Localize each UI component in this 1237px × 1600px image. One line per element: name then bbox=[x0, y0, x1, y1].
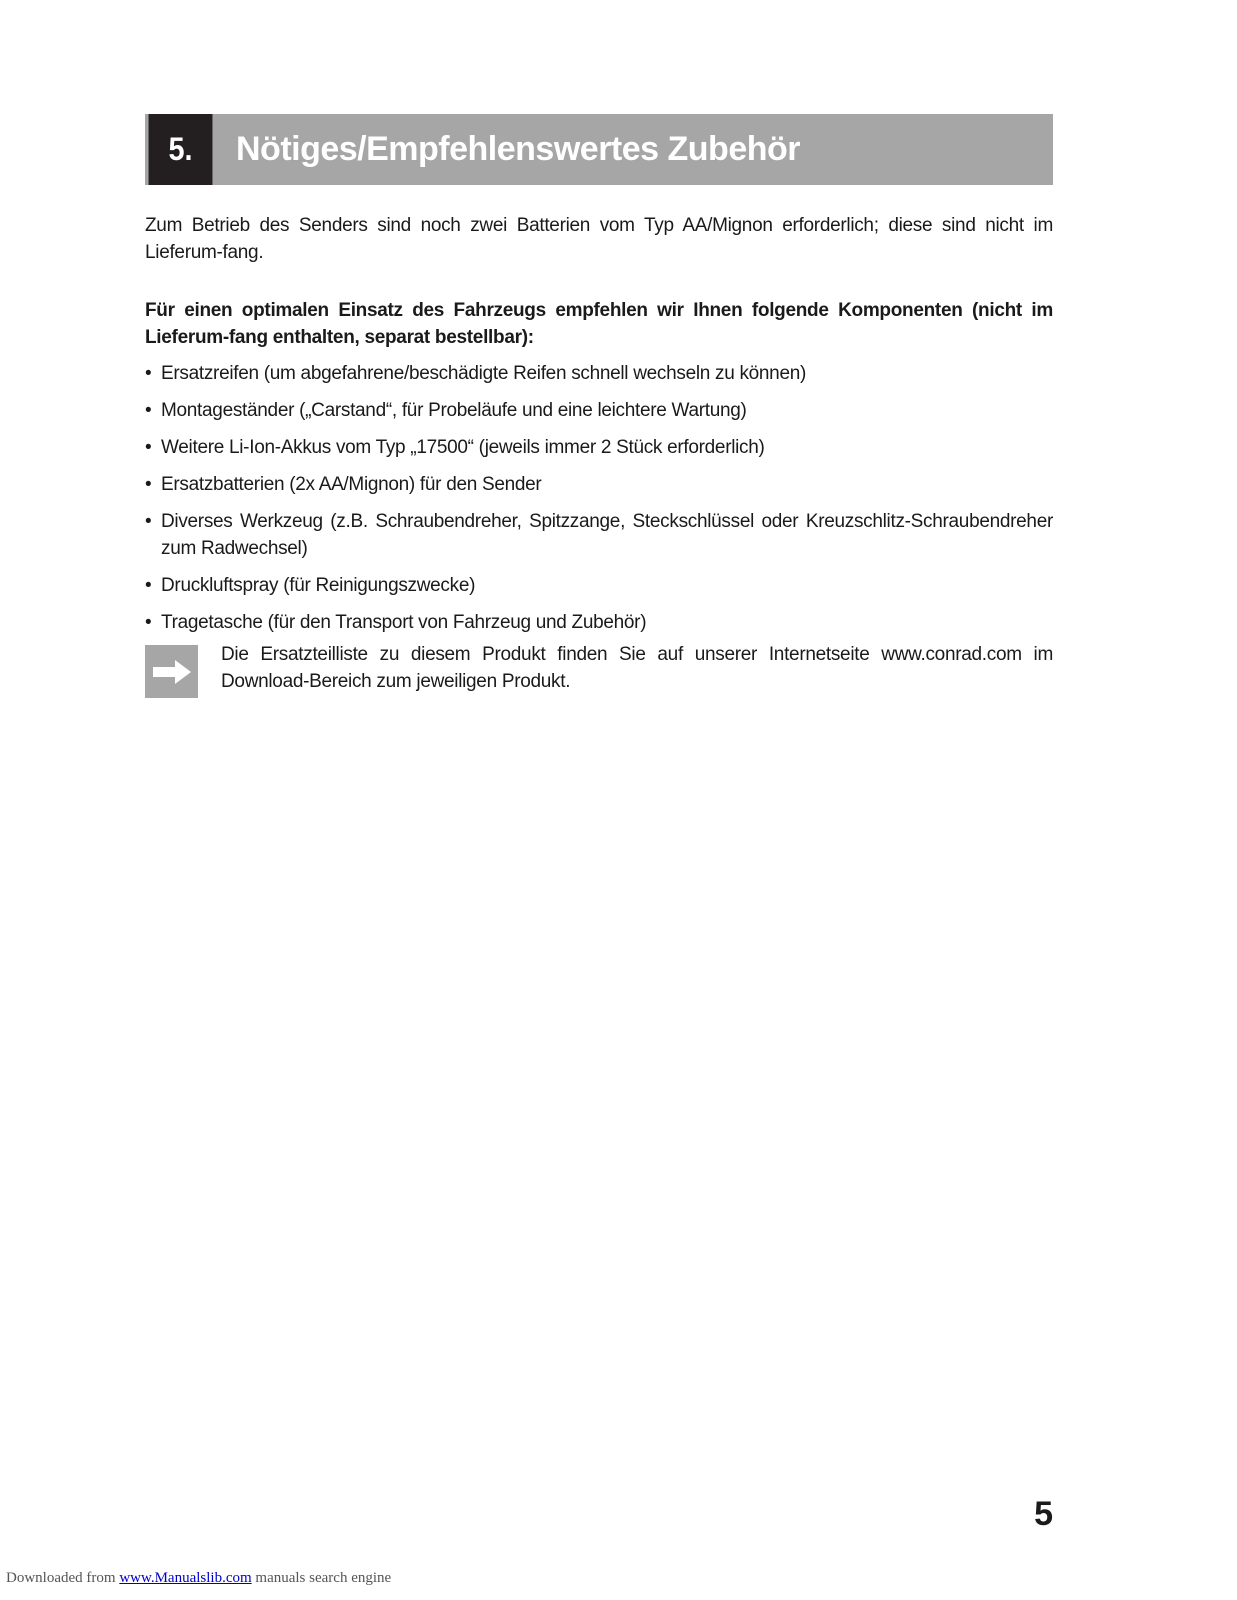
manualslib-link[interactable]: www.Manualslib.com bbox=[119, 1570, 252, 1586]
arrow-right-icon bbox=[145, 645, 198, 698]
bullet-icon: • bbox=[145, 575, 152, 596]
intro-paragraph: Zum Betrieb des Senders sind noch zwei Batterien vom Typ AA/Mignon erforderlich; diese sind nicht im Lieferum-fang. bbox=[145, 215, 1053, 263]
list-item bbox=[145, 609, 1053, 636]
note-text: Die Ersatzteilliste zu diesem Produkt finden Sie auf unserer Internetseite www.conrad.com im Download-Bereich zum jeweiligen Produkt. bbox=[221, 644, 1053, 692]
list-item bbox=[145, 434, 1053, 461]
list-item bbox=[145, 508, 1053, 562]
page-number: 5 bbox=[1034, 1495, 1053, 1533]
bullet-icon: • bbox=[145, 400, 152, 421]
list-item-text: Tragetasche (für den Transport von Fahrzeug und Zubehör) bbox=[161, 612, 647, 633]
accessory-list bbox=[145, 360, 1053, 646]
bullet-icon: • bbox=[145, 511, 152, 532]
footer-suffix: manuals search engine bbox=[255, 1570, 392, 1586]
recommendation-paragraph: Für einen optimalen Einsatz des Fahrzeugs empfehlen wir Ihnen folgende Komponenten (nicht im Lieferum-fang enthalten, separat bestellbar): bbox=[145, 300, 1053, 348]
section-header bbox=[145, 114, 1053, 185]
list-item-text: Diverses Werkzeug (z.B. Schraubendreher, Spitzzange, Steckschlüssel oder Kreuzschlitz-Schraubendreher zum Radwechsel) bbox=[161, 511, 1053, 559]
bullet-icon: • bbox=[145, 363, 152, 384]
list-item bbox=[145, 397, 1053, 424]
list-item bbox=[145, 572, 1053, 599]
list-item-text: Weitere Li-Ion-Akkus vom Typ „17500“ (jeweils immer 2 Stück erforderlich) bbox=[161, 437, 765, 458]
footer bbox=[6, 1570, 391, 1587]
note-box bbox=[145, 645, 1053, 698]
list-item-text: Ersatzbatterien (2x AA/Mignon) für den Sender bbox=[161, 474, 542, 495]
list-item bbox=[145, 471, 1053, 498]
footer-prefix: Downloaded from bbox=[6, 1570, 116, 1586]
list-item-text: Druckluftspray (für Reinigungszwecke) bbox=[161, 575, 476, 596]
list-item bbox=[145, 360, 1053, 387]
list-item-text: Ersatzreifen (um abgefahrene/beschädigte Reifen schnell wechseln zu können) bbox=[161, 363, 807, 384]
list-item-text: Montageständer („Carstand“, für Probeläufe und eine leichtere Wartung) bbox=[161, 400, 747, 421]
bullet-icon: • bbox=[145, 612, 152, 633]
section-number: 5. bbox=[149, 114, 213, 185]
bullet-icon: • bbox=[145, 474, 152, 495]
section-title: Nötiges/Empfehlenswertes Zubehör bbox=[236, 130, 800, 168]
bullet-icon: • bbox=[145, 437, 152, 458]
